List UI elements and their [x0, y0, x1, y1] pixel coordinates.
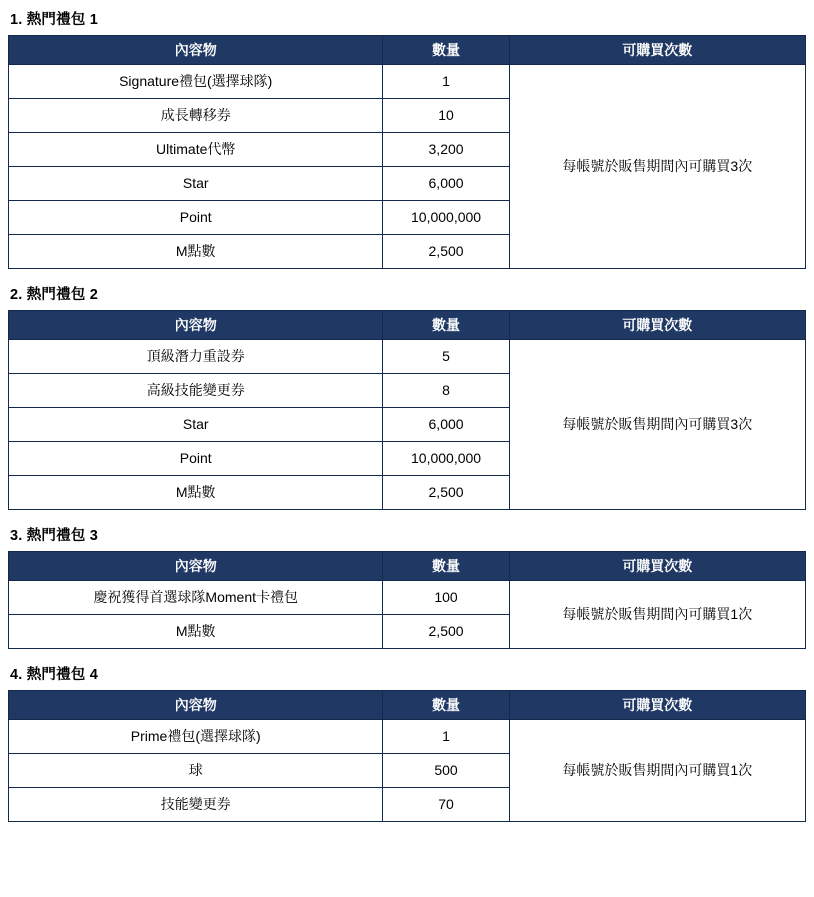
- table-row: [9, 340, 806, 374]
- pack-table-3: [8, 551, 806, 649]
- column-header-item: 內容物: [9, 311, 383, 340]
- item-name: 頂級潛力重設券: [9, 340, 383, 374]
- purchase-limit-value: 每帳號於販售期間內可購買3次: [509, 65, 805, 269]
- item-quantity: 6,000: [383, 167, 509, 201]
- item-quantity: 10: [383, 99, 509, 133]
- item-quantity: 2,500: [383, 235, 509, 269]
- item-name: M點數: [9, 615, 383, 649]
- pack-table-2: [8, 310, 806, 510]
- item-quantity: 70: [383, 788, 509, 822]
- column-header-quantity: 數量: [383, 552, 509, 581]
- column-header-quantity: 數量: [383, 691, 509, 720]
- table-body-3: [9, 581, 806, 649]
- table-header-row: [9, 691, 806, 720]
- table-body-4: [9, 720, 806, 822]
- purchase-limit-value: 每帳號於販售期間內可購買1次: [509, 581, 805, 649]
- table-body-1: [9, 65, 806, 269]
- column-header-purchase-limit: 可購買次數: [509, 36, 805, 65]
- item-name: 成長轉移券: [9, 99, 383, 133]
- table-header-3: [9, 552, 806, 581]
- pack-section-2: [8, 283, 806, 510]
- section-title-3: 3. 熱門禮包 3: [10, 528, 99, 544]
- column-header-item: 內容物: [9, 36, 383, 65]
- table-body-2: [9, 340, 806, 510]
- column-header-item: 內容物: [9, 691, 383, 720]
- pack-section-4: [8, 663, 806, 822]
- table-row: [9, 65, 806, 99]
- item-quantity: 500: [383, 754, 509, 788]
- table-row: [9, 581, 806, 615]
- item-name: M點數: [9, 235, 383, 269]
- item-quantity: 5: [383, 340, 509, 374]
- item-name: 高級技能變更券: [9, 374, 383, 408]
- item-name: Point: [9, 201, 383, 235]
- item-name: Signature禮包(選擇球隊): [9, 65, 383, 99]
- item-quantity: 2,500: [383, 476, 509, 510]
- table-header-row: [9, 36, 806, 65]
- pack-table-4: [8, 690, 806, 822]
- item-name: Star: [9, 408, 383, 442]
- item-name: 慶祝獲得首選球隊Moment卡禮包: [9, 581, 383, 615]
- column-header-purchase-limit: 可購買次數: [509, 311, 805, 340]
- item-name: M點數: [9, 476, 383, 510]
- column-header-quantity: 數量: [383, 36, 509, 65]
- column-header-purchase-limit: 可購買次數: [509, 552, 805, 581]
- item-quantity: 100: [383, 581, 509, 615]
- purchase-limit-value: 每帳號於販售期間內可購買1次: [509, 720, 805, 822]
- table-header-row: [9, 311, 806, 340]
- item-name: Ultimate代幣: [9, 133, 383, 167]
- item-quantity: 2,500: [383, 615, 509, 649]
- section-title-4: 4. 熱門禮包 4: [10, 667, 99, 683]
- item-name: Point: [9, 442, 383, 476]
- table-row: [9, 720, 806, 754]
- column-header-purchase-limit: 可購買次數: [509, 691, 805, 720]
- item-quantity: 10,000,000: [383, 442, 509, 476]
- item-quantity: 3,200: [383, 133, 509, 167]
- table-header-2: [9, 311, 806, 340]
- item-name: Prime禮包(選擇球隊): [9, 720, 383, 754]
- item-quantity: 6,000: [383, 408, 509, 442]
- table-header-row: [9, 552, 806, 581]
- item-name: Star: [9, 167, 383, 201]
- pack-section-3: [8, 524, 806, 649]
- column-header-item: 內容物: [9, 552, 383, 581]
- table-header-1: [9, 36, 806, 65]
- column-header-quantity: 數量: [383, 311, 509, 340]
- item-quantity: 1: [383, 65, 509, 99]
- section-title-2: 2. 熱門禮包 2: [10, 287, 99, 303]
- pack-table-1: [8, 35, 806, 269]
- item-name: 技能變更券: [9, 788, 383, 822]
- item-quantity: 8: [383, 374, 509, 408]
- item-quantity: 10,000,000: [383, 201, 509, 235]
- section-title-1: 1. 熱門禮包 1: [10, 12, 99, 28]
- purchase-limit-value: 每帳號於販售期間內可購買3次: [509, 340, 805, 510]
- item-name: 球: [9, 754, 383, 788]
- pack-section-1: [8, 8, 806, 269]
- table-header-4: [9, 691, 806, 720]
- item-quantity: 1: [383, 720, 509, 754]
